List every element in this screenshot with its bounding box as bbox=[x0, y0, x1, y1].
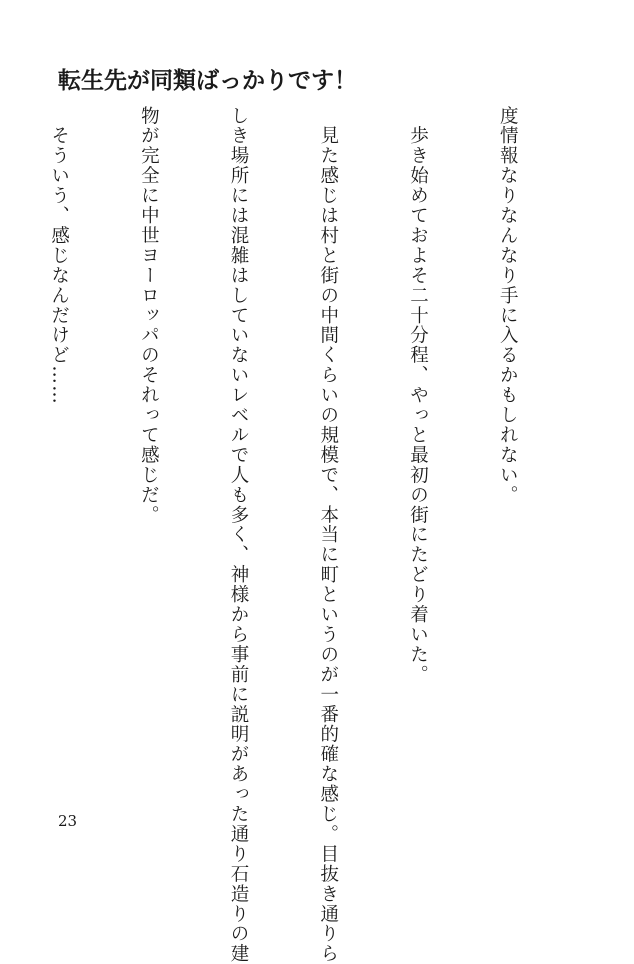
text-line: 物が完全に中世ヨーロッパのそれって感じだ。 bbox=[138, 106, 160, 525]
text-line: しき場所には混雑はしていないレベルで人も多く、神様から事前に説明があった通り石造りの建 bbox=[228, 106, 250, 964]
text-line: 見た感じは村と街の中間くらいの規模で、本当に町というのが一番的確な感じ。目抜き通りら bbox=[317, 106, 339, 964]
text-line: そういう、感じなんだけど…… bbox=[48, 106, 70, 406]
text-line: 歩き始めておよそ二十分程、やっと最初の街にたどり着いた。 bbox=[407, 106, 429, 685]
text-line: 度情報なりなんなり手に入るかもしれない。 bbox=[497, 106, 519, 505]
running-title: 転生先が同類ばっかりです！ bbox=[58, 67, 357, 94]
page-number: 23 bbox=[58, 812, 78, 830]
